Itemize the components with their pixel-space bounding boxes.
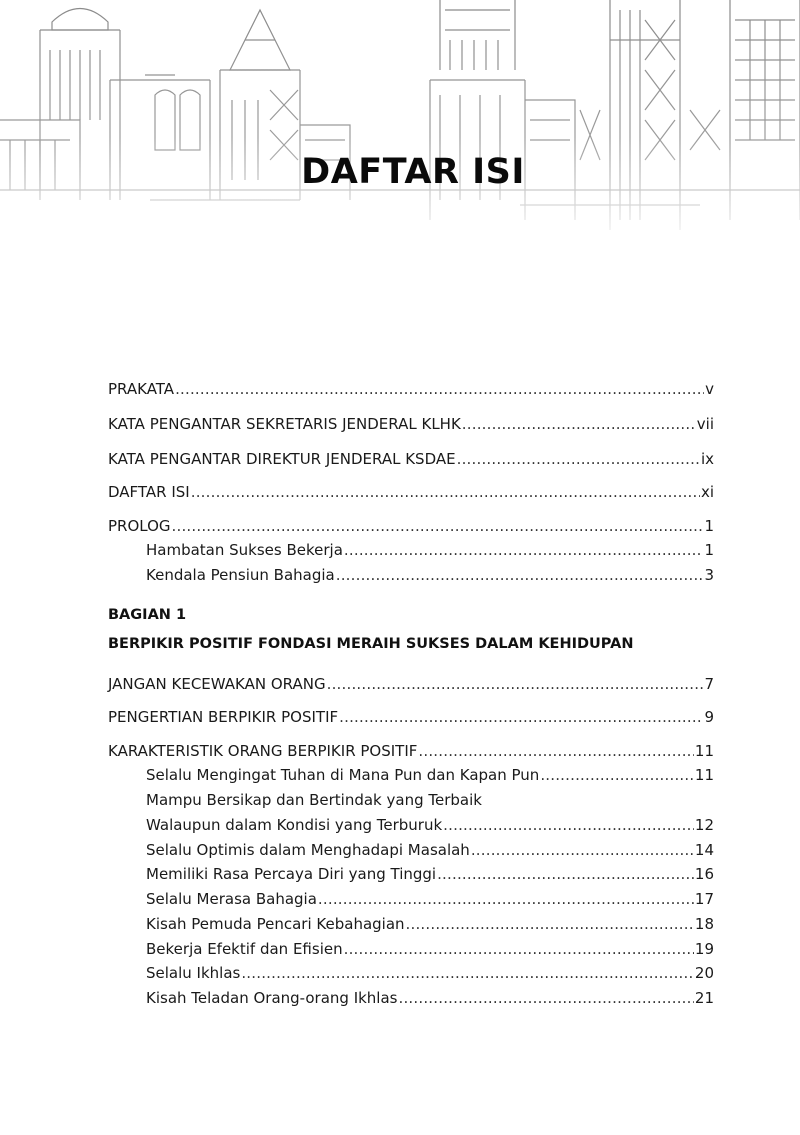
dot-leader — [327, 673, 704, 695]
toc-entry-title: KARAKTERISTIK ORANG BERPIKIR POSITIF — [108, 742, 418, 760]
dot-leader — [318, 888, 694, 910]
toc-entry-title: Selalu Ikhlas — [146, 964, 241, 982]
dot-leader — [406, 913, 694, 935]
toc-subentry[interactable] — [146, 539, 714, 561]
toc-entry-page: 11 — [694, 742, 714, 760]
toc-entry-title: Walaupun dalam Kondisi yang Terburuk — [146, 816, 443, 834]
part-label: BAGIAN 1 — [108, 607, 187, 623]
dot-leader — [540, 764, 694, 786]
toc-entry[interactable] — [108, 515, 714, 537]
toc-entry[interactable] — [108, 481, 714, 503]
toc-entry-page: 19 — [694, 940, 714, 958]
toc-subentry[interactable] — [146, 863, 714, 885]
dot-leader — [336, 564, 704, 586]
toc-entry-title: DAFTAR ISI — [108, 483, 190, 501]
toc-entry-page: xi — [700, 483, 714, 501]
toc-entry-title: Selalu Mengingat Tuhan di Mana Pun dan Kapan Pun — [146, 766, 540, 784]
toc-entry[interactable] — [108, 706, 714, 728]
toc-entry-page: 1 — [704, 541, 714, 559]
toc-entry-title: KATA PENGANTAR DIREKTUR JENDERAL KSDAE — [108, 450, 456, 468]
toc-entry-page: 12 — [694, 816, 714, 834]
toc-entry-page: 21 — [694, 989, 714, 1007]
dot-leader — [241, 962, 694, 984]
toc-entry-page: 18 — [694, 915, 714, 933]
toc-subentry[interactable] — [146, 888, 714, 910]
toc-entry-page: 3 — [704, 566, 714, 584]
dot-leader — [172, 515, 704, 537]
toc-entry-page: 17 — [694, 890, 714, 908]
toc-entry-page: 1 — [704, 517, 714, 535]
page-title: DAFTAR ISI — [301, 152, 525, 192]
toc-entry-title: KATA PENGANTAR SEKRETARIS JENDERAL KLHK — [108, 415, 461, 433]
toc-entry[interactable] — [108, 740, 714, 762]
toc-subentry[interactable] — [146, 987, 714, 1009]
toc-entry-title: Kisah Pemuda Pencari Kebahagian — [146, 915, 405, 933]
toc-entry-page: vii — [696, 415, 714, 433]
toc-entry[interactable] — [108, 448, 714, 470]
toc-entry-title: PRAKATA — [108, 380, 175, 398]
toc-entry-page: 16 — [694, 865, 714, 883]
toc-entry-page: 9 — [704, 708, 714, 726]
toc-subentry[interactable] — [146, 962, 714, 984]
dot-leader — [175, 378, 704, 400]
toc-entry-title: Selalu Optimis dalam Menghadapi Masalah — [146, 841, 470, 859]
toc-entry[interactable] — [108, 673, 714, 695]
dot-leader — [344, 539, 704, 561]
toc-entry-title: Hambatan Sukses Bekerja — [146, 541, 343, 559]
toc-entry-page: 20 — [694, 964, 714, 982]
toc-subentry-line[interactable]: Mampu Bersikap dan Bertindak yang Terbaik — [146, 791, 482, 809]
toc-entry-title: Bekerja Efektif dan Efisien — [146, 940, 343, 958]
toc-entry-title: PROLOG — [108, 517, 171, 535]
dot-leader — [457, 448, 700, 470]
toc-entry-title: JANGAN KECEWAKAN ORANG — [108, 675, 326, 693]
toc-entry[interactable] — [108, 378, 714, 400]
toc-subentry[interactable] — [146, 764, 714, 786]
dot-leader — [398, 987, 693, 1009]
toc-subentry[interactable] — [146, 564, 714, 586]
toc-entry-title: PENGERTIAN BERPIKIR POSITIF — [108, 708, 339, 726]
toc-subentry[interactable] — [146, 913, 714, 935]
dot-leader — [437, 863, 694, 885]
toc-entry-page: ix — [700, 450, 714, 468]
toc-entry-page: v — [705, 380, 714, 398]
toc-entry-title: Memiliki Rasa Percaya Diri yang Tinggi — [146, 865, 437, 883]
toc-entry-page: 14 — [694, 841, 714, 859]
toc-subentry[interactable] — [146, 839, 714, 861]
dot-leader — [443, 814, 694, 836]
dot-leader — [471, 839, 694, 861]
toc-subentry[interactable] — [146, 938, 714, 960]
toc-entry[interactable] — [108, 413, 714, 435]
dot-leader — [339, 706, 703, 728]
toc-entry-page: 11 — [694, 766, 714, 784]
dot-leader — [418, 740, 694, 762]
dot-leader — [344, 938, 694, 960]
toc-entry-page: 7 — [704, 675, 714, 693]
part-heading: BERPIKIR POSITIF FONDASI MERAIH SUKSES DALAM KEHIDUPAN — [108, 636, 634, 652]
toc-entry-title: Kisah Teladan Orang-orang Ikhlas — [146, 989, 398, 1007]
dot-leader — [191, 481, 700, 503]
dot-leader — [462, 413, 696, 435]
toc-subentry[interactable] — [146, 814, 714, 836]
toc-entry-title: Selalu Merasa Bahagia — [146, 890, 317, 908]
toc-entry-title: Kendala Pensiun Bahagia — [146, 566, 335, 584]
